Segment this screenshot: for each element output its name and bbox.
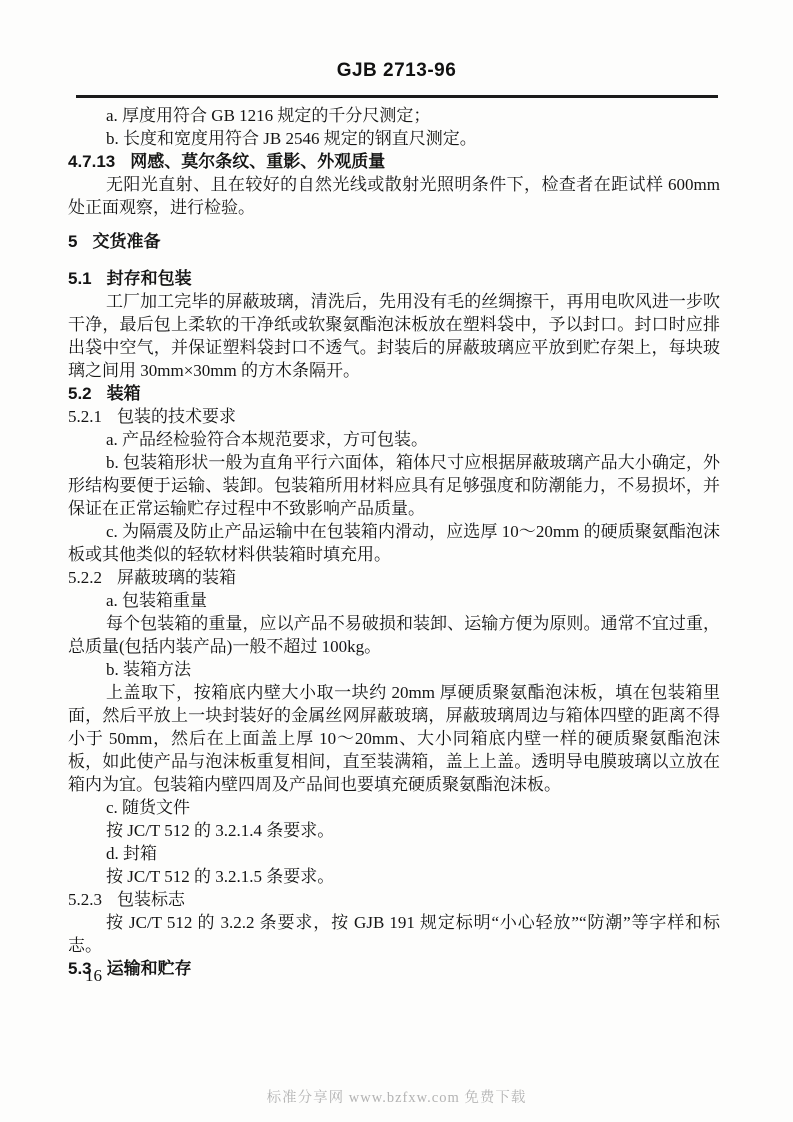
paragraph-package-marking: 按 JC/T 512 的 3.2.2 条要求，按 GJB 191 规定标明“小心轻放”“防潮”等字样和标志。 [68, 913, 720, 955]
paragraph-jct512-3215: 按 JC/T 512 的 3.2.1.5 条要求。 [106, 867, 335, 886]
heading-5 [68, 230, 720, 253]
list-item-box-sealing: d. 封箱 [106, 844, 157, 863]
section-number: 5.2.3 [68, 890, 102, 909]
watermark-text: 标准分享网 www.bzfxw.com 免费下载 [266, 1090, 527, 1106]
section-title: 包装的技术要求 [117, 407, 236, 426]
paragraph-sealing-packaging: 工厂加工完毕的屏蔽玻璃，清洗后，先用没有毛的丝绸擦干，再用电吹风进一步吹干净，最后包上柔软的干净纸或软聚氨酯泡沫板放在塑料袋中，予以封口。封口时应排出袋中空气，并保证塑料袋封口不透气。封装后的屏蔽玻璃应平放到贮存架上，每块玻璃之间用 30mm×30mm 的方木条隔开。 [68, 292, 720, 380]
paragraph-jct512-3214: 按 JC/T 512 的 3.2.1.4 条要求。 [106, 821, 335, 840]
paragraph-box-shape: b. 包装箱形状一般为直角平行六面体，箱体尺寸应根据屏蔽玻璃产品大小确定，外形结构要便于运输、装卸。包装箱所用材料应具有足够强度和防潮能力，不易损坏，并保证在正常运输贮存过程中不致影响产品质量。 [68, 453, 720, 518]
heading-5-2-2 [68, 566, 720, 589]
list-item-accompanying-documents: c. 随货文件 [106, 798, 191, 817]
section-number: 5.2.1 [68, 407, 102, 426]
section-title: 包装标志 [117, 890, 185, 909]
heading-5-3 [68, 957, 720, 980]
section-number: 5.3 [68, 959, 92, 978]
heading-5-2-3 [68, 888, 720, 911]
section-title: 运输和贮存 [106, 959, 192, 978]
list-item-length-width-measure: b. 长度和宽度用符合 JB 2546 规定的钢直尺测定。 [106, 129, 477, 148]
list-item-box-weight: a. 包装箱重量 [106, 591, 208, 610]
section-number: 5.1 [68, 269, 92, 288]
heading-4-7-13 [68, 150, 720, 173]
doc-number-header: GJB 2713-96 [336, 60, 457, 81]
heading-5-1 [68, 267, 720, 290]
paragraph-box-weight-limit: 每个包装箱的重量，应以产品不易破损和装卸、运输方便为原则。通常不宜过重，总质量(包括内装产品)一般不超过 100kg。 [68, 614, 720, 656]
section-number: 5.2 [68, 384, 92, 403]
paragraph-packing-method-detail: 上盖取下，按箱底内壁大小取一块约 20mm 厚硬质聚氨酯泡沫板，填在包装箱里面，然后平放上一块封装好的金属丝网屏蔽玻璃，屏蔽玻璃周边与箱体四壁的距离不得小于 50mm，然后在上面盖上厚 10～20mm、大小同箱底内壁一样的硬质聚氨酯泡沫板，如此使产品与泡沫板重复相间，直至装满箱，盖上上盖。透明导电膜玻璃以立放在箱内为宜。包装箱内壁四周及产品间也要填充硬质聚氨酯泡沫板。 [68, 683, 720, 794]
heading-5-2-1 [68, 405, 720, 428]
heading-5-2 [68, 382, 720, 405]
document-body [68, 104, 720, 980]
section-number: 5.2.2 [68, 568, 102, 587]
paragraph-shock-isolation: c. 为隔震及防止产品运输中在包装箱内滑动，应选厚 10～20mm 的硬质聚氨酯泡沫板或其他类似的轻软材料供装箱时填充用。 [68, 522, 720, 564]
section-title: 封存和包装 [106, 269, 192, 288]
list-item-thickness-measure: a. 厚度用符合 GB 1216 规定的千分尺测定； [106, 106, 431, 125]
section-title: 屏蔽玻璃的装箱 [117, 568, 236, 587]
section-title: 网感、莫尔条纹、重影、外观质量 [130, 152, 386, 171]
paragraph-inspection-conditions: 无阳光直射、且在较好的自然光线或散射光照明条件下，检查者在距试样 600mm 处正面观察，进行检验。 [68, 175, 720, 217]
section-number: 5 [68, 232, 78, 251]
page-number: 16 [85, 966, 102, 985]
section-title: 交货准备 [92, 232, 161, 251]
list-item-packing-method: b. 装箱方法 [106, 660, 191, 679]
section-title: 装箱 [106, 384, 141, 403]
header-rule [76, 95, 718, 98]
list-item-inspection-pass: a. 产品经检验符合本规范要求，方可包装。 [106, 430, 429, 449]
section-number: 4.7.13 [68, 152, 116, 171]
